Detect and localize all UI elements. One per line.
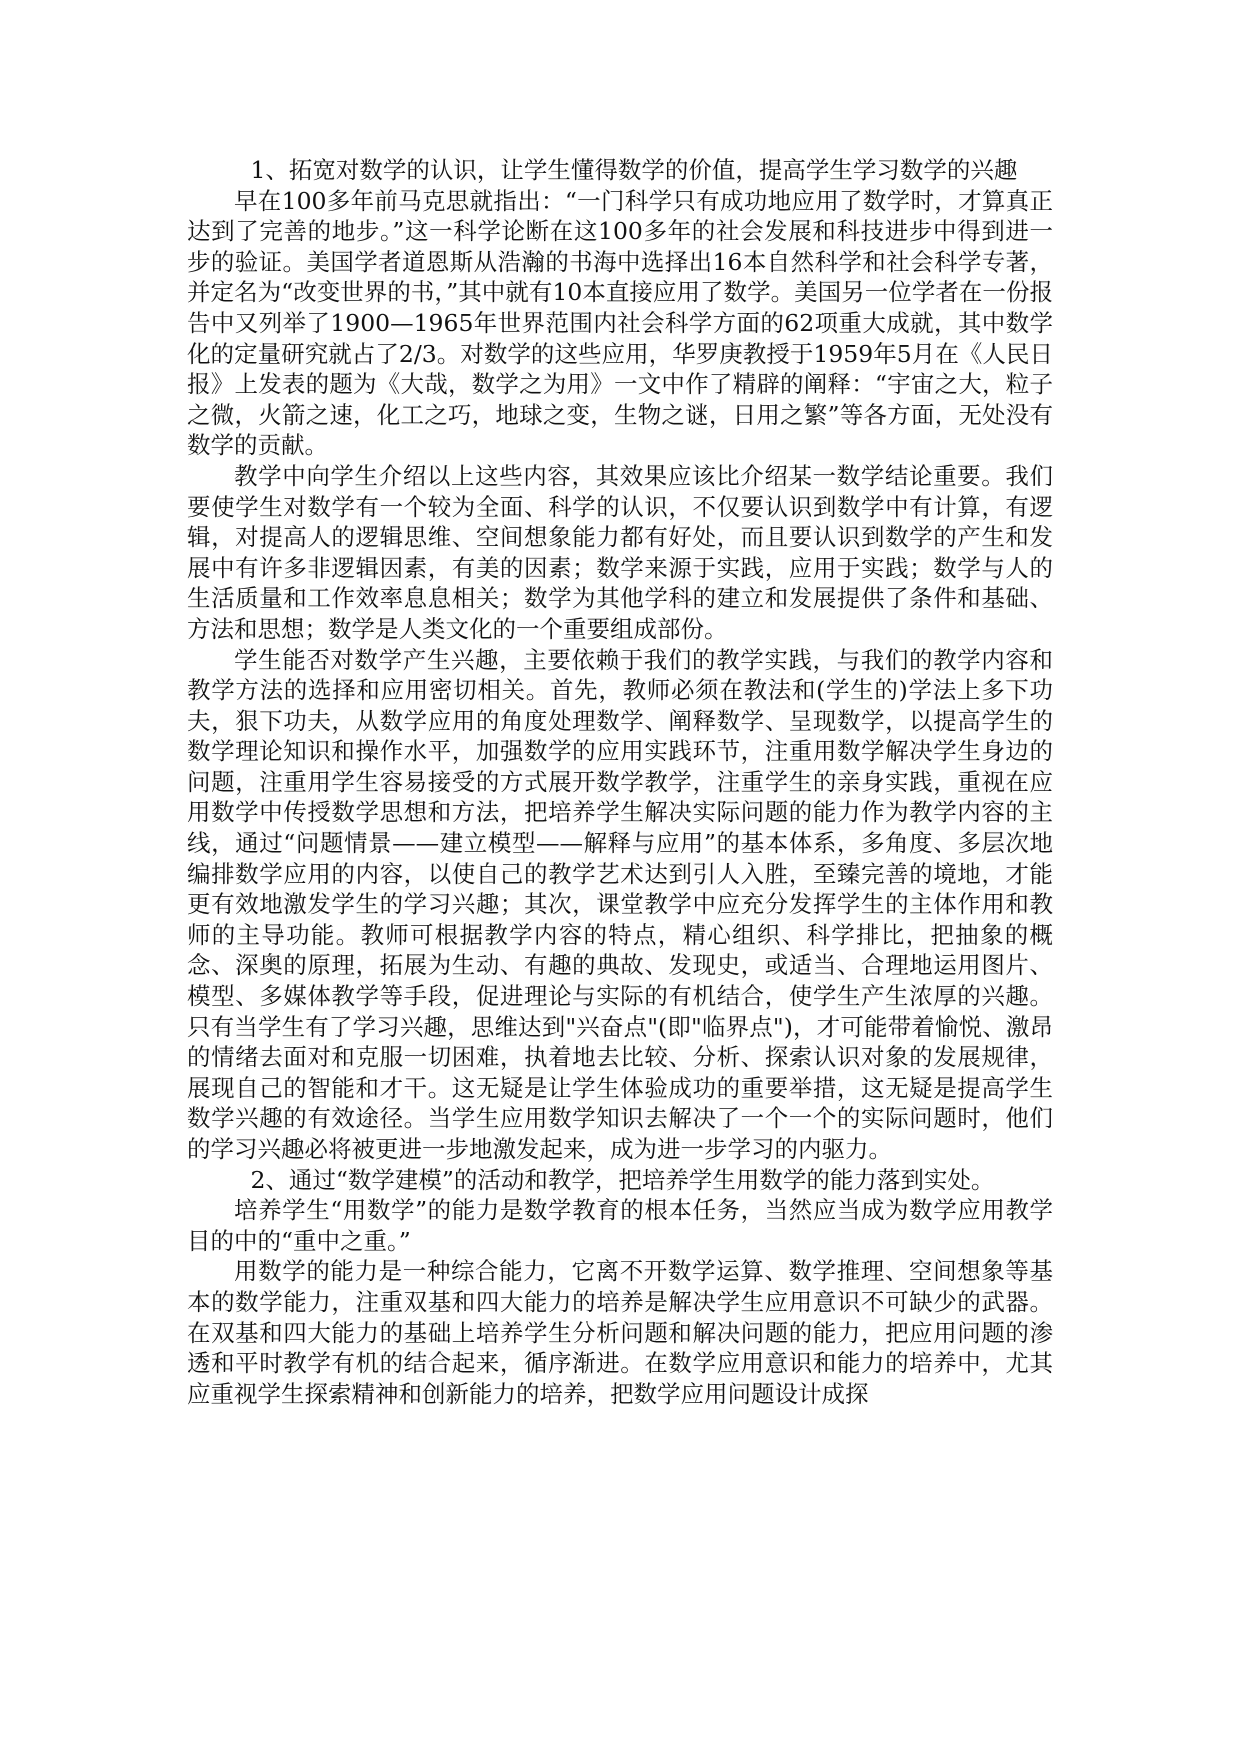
section-heading-1: 1、拓宽对数学的认识，让学生懂得数学的价值，提高学生学习数学的兴趣 <box>250 156 1018 184</box>
body-paragraph-2: 教学中向学生介绍以上这些内容，其效果应该比介绍某一数学结论重要。我们要使学生对数学有一个较为全面、科学的认识，不仅要认识到数学中有计算，有逻辑，对提高人的逻辑思维、空间想象能力都有好处，而且要认识到数学的产生和发展中有许多非逻辑因素，有美的因素；数学来源于实践，应用于实践；数学与人的生活质量和工作效率息息相关；数学为其他学科的建立和发展提供了条件和基础、方法和思想；数学是人类文化的一个重要组成部份。 <box>187 461 1053 643</box>
body-paragraph-3: 学生能否对数学产生兴趣，主要依赖于我们的教学实践，与我们的教学内容和教学方法的选择和应用密切相关。首先，教师必须在教法和(学生的)学法上多下功夫，狠下功夫，从数学应用的角度处理数学、阐释数学、呈现数学，以提高学生的数学理论知识和操作水平，加强数学的应用实践环节，注重用数学解决学生身边的问题，注重用学生容易接受的方式展开数学教学，注重学生的亲身实践，重视在应用数学中传授数学思想和方法，把培养学生解决实际问题的能力作为教学内容的主线，通过“问题情景——建立模型——解释与应用”的基本体系，多角度、多层次地编排数学应用的内容，以使自己的教学艺术达到引人入胜，至臻完善的境地，才能更有效地激发学生的学习兴趣；其次，课堂教学中应充分发挥学生的主体作用和教师的主导功能。教师可根据教学内容的特点，精心组织、科学排比，把抽象的概念、深奥的原理，拓展为生动、有趣的典故、发现史，或适当、合理地运用图片、模型、多媒体教学等手段，促进理论与实际的有机结合，使学生产生浓厚的兴趣。只有当学生有了学习兴趣，思维达到"兴奋点"(即"临界点")，才可能带着愉悦、激昂的情绪去面对和克服一切困难，执着地去比较、分析、探索认识对象的发展规律，展现自己的智能和才干。这无疑是让学生体验成功的重要举措，这无疑是提高学生数学兴趣的有效途径。当学生应用数学知识去解决了一个一个的实际问题时，他们的学习兴趣必将被更进一步地激发起来，成为进一步学习的内驱力。 <box>187 645 1053 1163</box>
body-paragraph-5: 用数学的能力是一种综合能力，它离不开数学运算、数学推理、空间想象等基本的数学能力，注重双基和四大能力的培养是解决学生应用意识不可缺少的武器。在双基和四大能力的基础上培养学生分析问题和解决问题的能力，把应用问题的渗透和平时教学有机的结合起来，循序渐进。在数学应用意识和能力的培养中，尤其应重视学生探索精神和创新能力的培养，把数学应用问题设计成探 <box>187 1257 1053 1408</box>
document-body <box>187 155 1053 1409</box>
body-paragraph-1: 早在100多年前马克思就指出：“一门科学只有成功地应用了数学时，才算真正达到了完善的地步。”这一科学论断在这100多年的社会发展和科技进步中得到进一步的验证。美国学者道恩斯从浩瀚的书海中选择出16本自然科学和社会科学专著，并定名为“改变世界的书，”其中就有10本直接应用了数学。美国另一位学者在一份报告中又列举了1900—1965年世界范围内社会科学方面的62项重大成就，其中数学化的定量研究就占了2/3。对数学的这些应用，华罗庚教授于1959年5月在《人民日报》上发表的题为《大哉，数学之为用》一文中作了精辟的阐释：“宇宙之大，粒子之微，火箭之速，化工之巧，地球之变，生物之谜，日用之繁”等各方面，无处没有数学的贡献。 <box>187 186 1053 460</box>
section-heading-2: 2、通过“数学建模”的活动和教学，把培养学生用数学的能力落到实处。 <box>250 1165 995 1194</box>
body-paragraph-4: 培养学生“用数学”的能力是数学教育的根本任务，当然应当成为数学应用教学目的中的“重中之重。” <box>187 1196 1053 1255</box>
